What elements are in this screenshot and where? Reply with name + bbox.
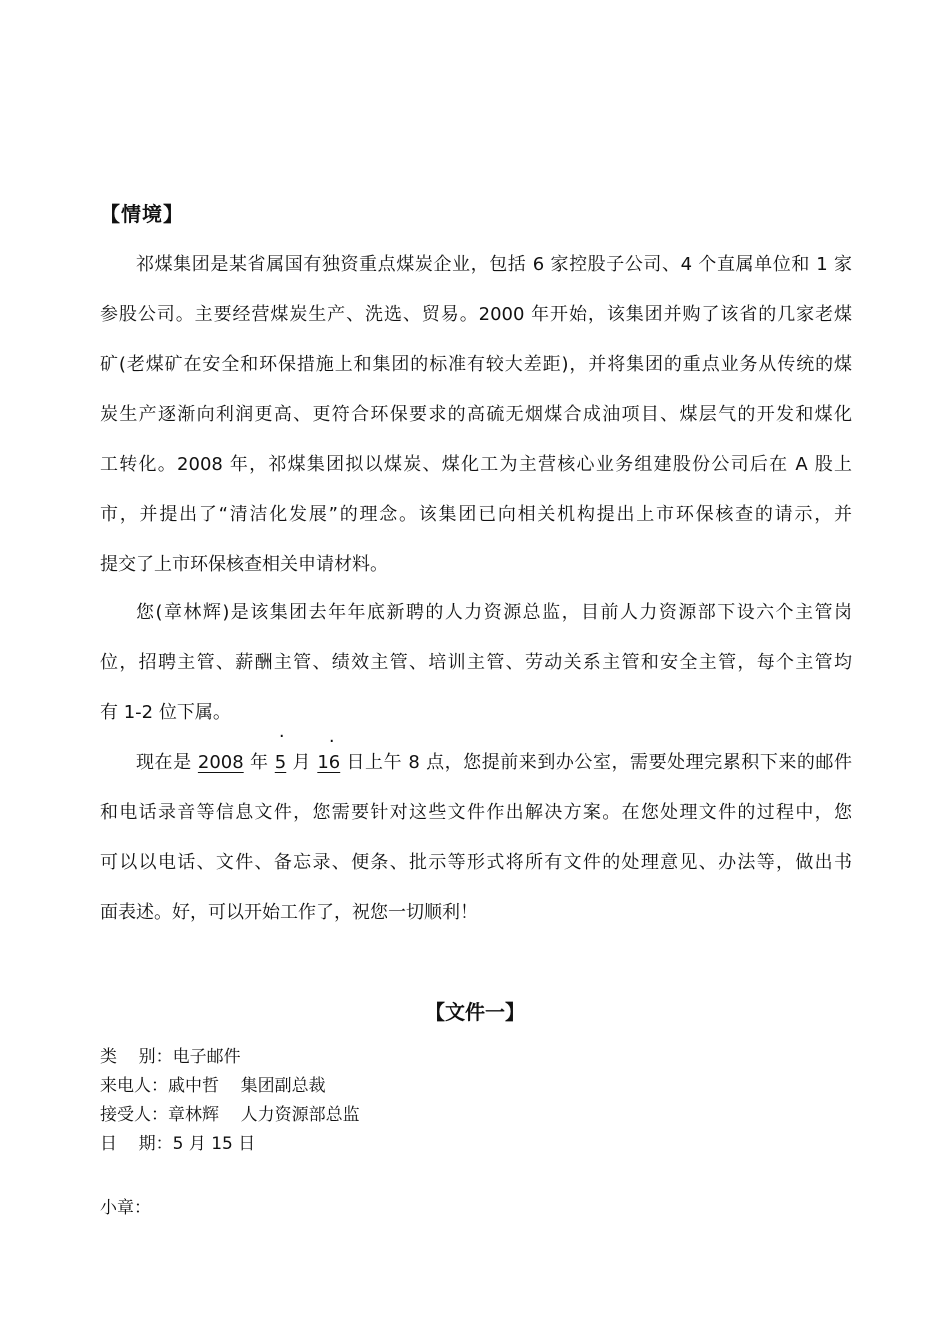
meta-type: 类 别：电子邮件 <box>100 1047 241 1067</box>
paragraph-line: 祁煤集团是某省属国有独资重点煤炭企业，包括 6 家控股子公司、4 个直属单位和 1 家 <box>136 254 852 275</box>
paragraph-text: 年 <box>243 752 275 773</box>
stamp-label: 小章： <box>100 1198 151 1218</box>
paragraph-line: 市，并提出了“清洁化发展”的理念。该集团已向相关机构提出上市环保核查的请示，并 <box>100 504 852 525</box>
situation-paragraph-3 <box>100 738 852 938</box>
paragraph-line: 提交了上市环保核查相关申请材料。 <box>100 554 388 575</box>
paragraph-line: 工转化。2008 年，祁煤集团拟以煤炭、煤化工为主营核心业务组建股份公司后在 A 股上 <box>100 454 852 475</box>
situation-heading: 【情境】 <box>100 202 184 226</box>
file-one-meta <box>100 1043 360 1159</box>
meta-receiver: 接受人：章林辉 人力资源部总监 <box>100 1105 360 1125</box>
paragraph-text: 月 <box>286 752 318 773</box>
meta-date: 日 期：5 月 15 日 <box>100 1134 256 1154</box>
paragraph-line: 和电话录音等信息文件，您需要针对这些文件作出解决方案。在您处理文件的过程中，您 <box>100 802 852 823</box>
paragraph-text: 日上午 8 点，您提前来到办公室，需要处理完累积下来的邮件 <box>340 752 852 773</box>
paragraph-line <box>100 738 852 788</box>
meta-caller: 来电人：戚中哲 集团副总裁 <box>100 1076 326 1096</box>
paragraph-text: 现在是 <box>136 752 198 773</box>
paragraph-line: 参股公司。主要经营煤炭生产、洗选、贸易。2000 年开始，该集团并购了该省的几家老煤 <box>100 304 852 325</box>
underlined-year: 2008 <box>197 752 244 773</box>
paragraph-line: 位，招聘主管、薪酬主管、绩效主管、培训主管、劳动关系主管和安全主管，每个主管均 <box>100 652 852 673</box>
paragraph-line <box>100 688 852 747</box>
stray-dot: . <box>328 726 335 747</box>
situation-paragraph-1 <box>100 240 852 590</box>
file-one-title: 【文件一】 <box>425 1000 525 1024</box>
situation-paragraph-2 <box>100 588 852 747</box>
paragraph-line: 面表述。好，可以开始工作了，祝您一切顺利！ <box>100 902 478 923</box>
paragraph-line: 矿(老煤矿在安全和环保措施上和集团的标准有较大差距)，并将集团的重点业务从传统的煤 <box>100 354 852 375</box>
paragraph-line: 炭生产逐渐向利润更高、更符合环保要求的高硫无烟煤合成油项目、煤层气的开发和煤化 <box>100 404 852 425</box>
underlined-month: 5 <box>274 752 287 773</box>
stray-dot: · <box>278 726 285 747</box>
paragraph-line: 可以以电话、文件、备忘录、便条、批示等形式将所有文件的处理意见、办法等，做出书 <box>100 852 852 873</box>
paragraph-line: 您(章林辉)是该集团去年年底新聘的人力资源总监，目前人力资源部下设六个主管岗 <box>136 602 852 623</box>
underlined-day: 16 <box>317 752 341 773</box>
paragraph-text: 有 1-2 位下属。 <box>100 702 231 723</box>
